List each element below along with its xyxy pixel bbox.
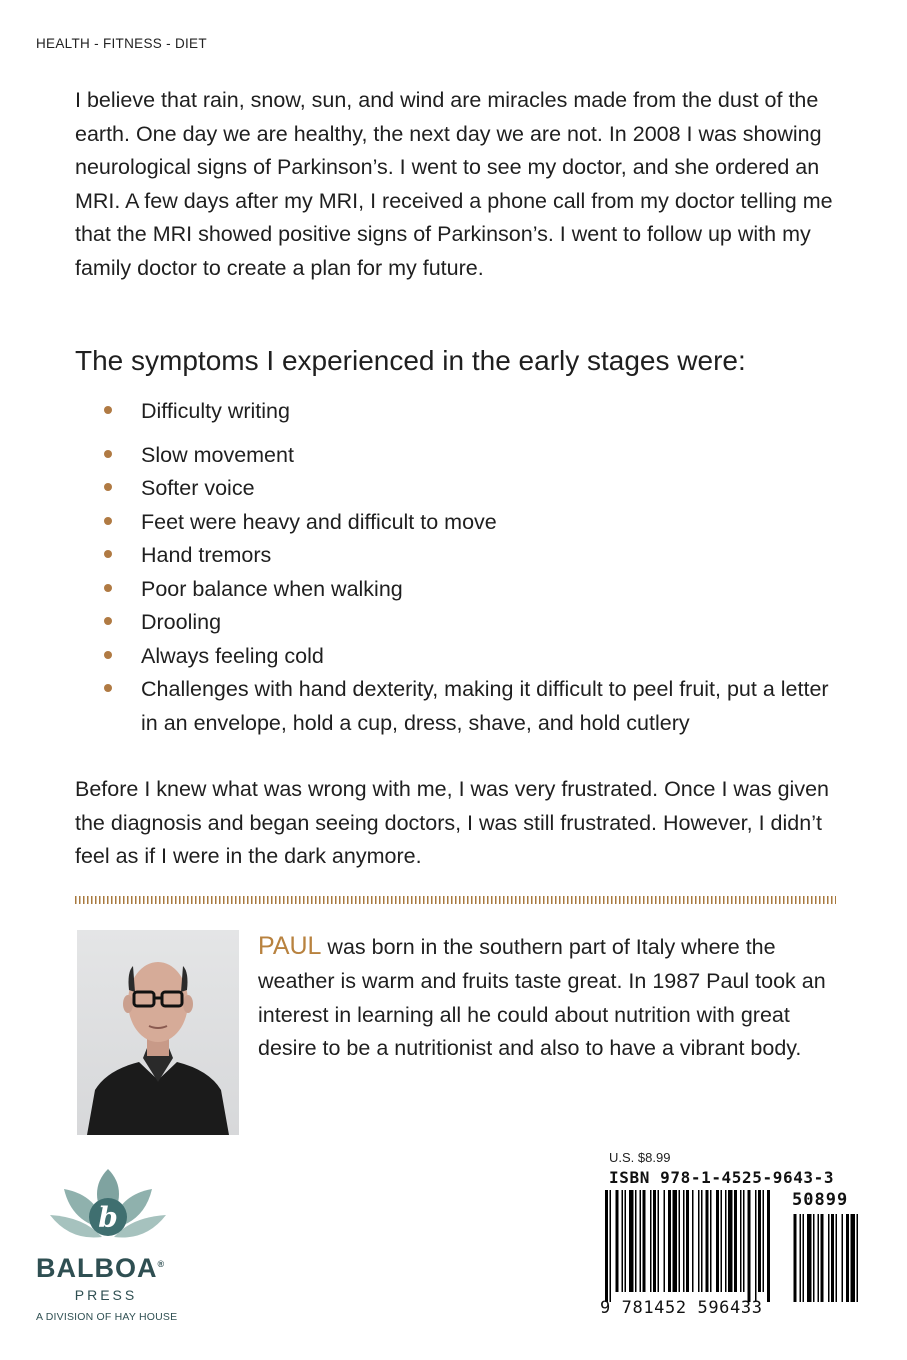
list-item: Slow movement bbox=[75, 439, 845, 473]
barcode-addon-bar bbox=[828, 1214, 830, 1302]
barcode-bar bbox=[683, 1190, 685, 1292]
barcode-bar bbox=[710, 1190, 712, 1292]
author-bio-text: was born in the southern part of Italy where the weather is warm and fruits taste great. In 1987 Paul took an interest in learning all he could about nutrition with great desire to be a nutritionist and also to have a vibrant body. bbox=[258, 935, 826, 1061]
barcode-bar bbox=[610, 1190, 612, 1302]
barcode-addon-bar bbox=[807, 1214, 812, 1302]
barcode-bar bbox=[698, 1190, 700, 1292]
price-label: U.S. $8.99 bbox=[609, 1150, 671, 1165]
list-item: Challenges with hand dexterity, making it difficult to peel fruit, put a letter in an envelope, hold a cup, dress, shave, and hold cutlery bbox=[75, 673, 845, 740]
bullet-dot-icon bbox=[104, 651, 112, 659]
author-name: PAUL bbox=[258, 932, 322, 960]
bullet-dot-icon bbox=[104, 517, 112, 525]
barcode-addon-bar bbox=[846, 1214, 849, 1302]
symptoms-list bbox=[75, 395, 845, 740]
list-item: Always feeling cold bbox=[75, 640, 845, 674]
barcode-bar bbox=[692, 1190, 694, 1292]
isbn-text: ISBN 978-1-4525-9643-3 bbox=[609, 1168, 835, 1187]
category-label: HEALTH - FITNESS - DIET bbox=[36, 36, 207, 51]
barcode-bar bbox=[616, 1190, 619, 1292]
barcode-addon-bar bbox=[813, 1214, 815, 1302]
barcode-bar bbox=[728, 1190, 733, 1292]
barcode-bar bbox=[725, 1190, 727, 1292]
bullet-dot-icon bbox=[104, 617, 112, 625]
list-item: Poor balance when walking bbox=[75, 573, 845, 607]
bullet-dot-icon bbox=[104, 483, 112, 491]
barcode-bar bbox=[716, 1190, 719, 1292]
section-divider bbox=[75, 896, 836, 904]
barcode-bar bbox=[755, 1190, 757, 1302]
barcode-bar bbox=[622, 1190, 624, 1292]
barcode-bar bbox=[673, 1190, 678, 1292]
barcode-bar bbox=[625, 1190, 627, 1292]
barcode-bar bbox=[658, 1190, 660, 1292]
bullet-dot-icon bbox=[104, 450, 112, 458]
barcode-addon-bar bbox=[821, 1214, 824, 1302]
publisher-press: PRESS bbox=[74, 1287, 138, 1303]
barcode-bar bbox=[767, 1190, 770, 1302]
list-item: Hand tremors bbox=[75, 539, 845, 573]
list-item: Softer voice bbox=[75, 472, 845, 506]
barcode-bar bbox=[650, 1190, 652, 1292]
barcode-addon-bar bbox=[803, 1214, 805, 1302]
barcode-bar bbox=[740, 1190, 742, 1292]
author-bio bbox=[258, 930, 848, 1066]
barcode-bar bbox=[605, 1190, 608, 1302]
barcode-bar bbox=[763, 1190, 765, 1292]
barcode-bar bbox=[758, 1190, 761, 1292]
barcode-bar bbox=[743, 1190, 745, 1292]
list-item: Feet were heavy and difficult to move bbox=[75, 506, 845, 540]
barcode-bar bbox=[635, 1190, 637, 1292]
publisher-logo bbox=[36, 1165, 186, 1330]
author-portrait-illustration bbox=[77, 930, 239, 1135]
barcode-bar bbox=[643, 1190, 646, 1292]
barcode-addon-bar bbox=[831, 1214, 834, 1302]
barcode-bar bbox=[686, 1190, 689, 1292]
list-item: Difficulty writing bbox=[75, 395, 845, 429]
barcode-addon-bar bbox=[842, 1214, 844, 1302]
logo-letter: b bbox=[98, 1201, 118, 1234]
intro-paragraph: I believe that rain, snow, sun, and wind are miracles made from the dust of the earth. One day we are healthy, the next day we are not. In 2008 I was showing neurological signs of Parkinson’s. I went to see my doctor, and she ordered an MRI. A few days after my MRI, I received a phone call from my doctor telling me that the MRI showed positive signs of Parkinson’s. I went to follow up with my family doctor to create a plan for my future. bbox=[75, 88, 833, 280]
bullet-dot-icon bbox=[104, 584, 112, 592]
barcode-bar bbox=[734, 1190, 737, 1292]
author-photo bbox=[77, 930, 239, 1135]
barcode-addon-bar bbox=[836, 1214, 838, 1302]
publisher-name: BALBOA® bbox=[36, 1253, 166, 1283]
lotus-logo-icon bbox=[36, 1165, 186, 1255]
barcode-addon-bar bbox=[857, 1214, 859, 1302]
price-code: 50899 bbox=[792, 1190, 849, 1210]
barcode-bar bbox=[664, 1190, 666, 1292]
barcode-bar bbox=[706, 1190, 709, 1292]
symptoms-heading: The symptoms I experienced in the early stages were: bbox=[75, 345, 746, 376]
barcode-addon-bar bbox=[794, 1214, 797, 1302]
barcode-bar bbox=[629, 1190, 634, 1292]
barcode-bar bbox=[748, 1190, 751, 1302]
barcode-bar bbox=[721, 1190, 723, 1292]
barcode-bar bbox=[668, 1190, 671, 1292]
barcode-bar bbox=[640, 1190, 642, 1292]
barcode-bar bbox=[679, 1190, 681, 1292]
barcode-addon-bar bbox=[851, 1214, 856, 1302]
barcode-addon-bar bbox=[800, 1214, 802, 1302]
registered-mark: ® bbox=[157, 1259, 166, 1269]
ean-digits: 9 781452 596433 bbox=[600, 1298, 763, 1318]
barcode-bar bbox=[701, 1190, 703, 1292]
bullet-dot-icon bbox=[104, 684, 112, 692]
barcode-bar bbox=[653, 1190, 656, 1292]
closing-paragraph: Before I knew what was wrong with me, I was very frustrated. Once I was given the diagnosis and began seeing doctors, I was still frustrated. However, I didn’t feel as if I were in the dark anymore. bbox=[75, 777, 830, 869]
bullet-dot-icon bbox=[104, 406, 112, 414]
publisher-division: A DIVISION OF HAY HOUSE bbox=[36, 1311, 178, 1323]
barcode-addon-bar bbox=[818, 1214, 820, 1302]
list-item: Drooling bbox=[75, 606, 845, 640]
bullet-dot-icon bbox=[104, 550, 112, 558]
